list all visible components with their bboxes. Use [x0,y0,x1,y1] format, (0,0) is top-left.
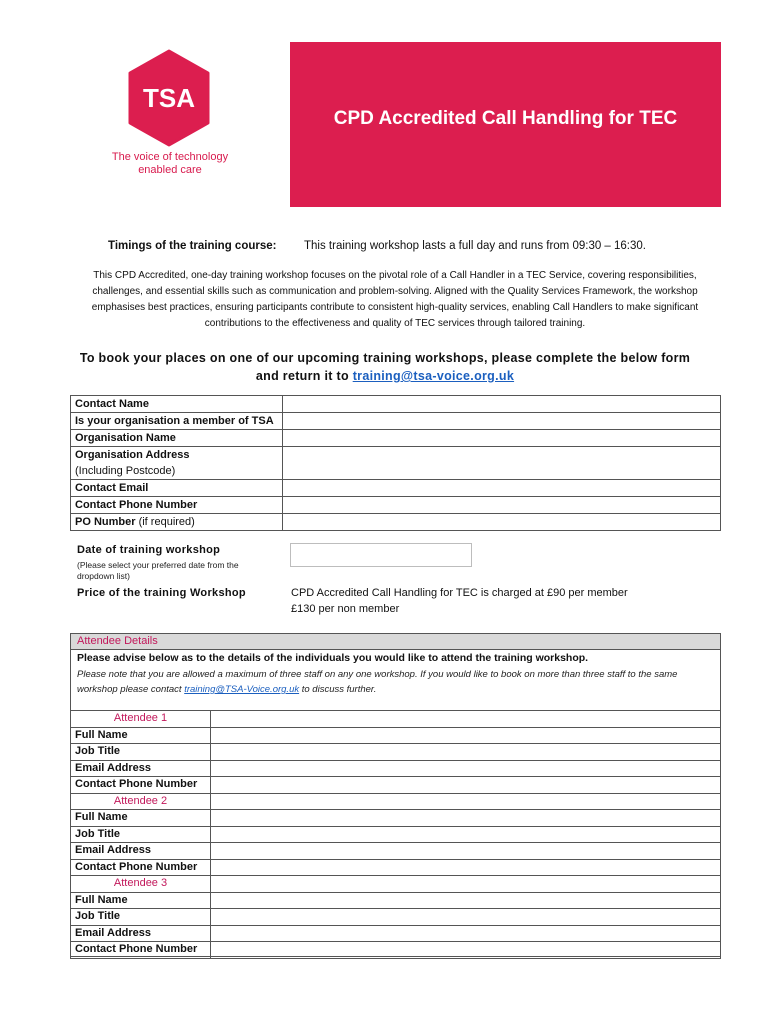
logo-text: TSA [143,83,195,113]
attendee-field-row [71,744,721,761]
attendee-field-label: Full Name [71,892,211,909]
attendee-group-row [71,876,721,893]
attendee-field-input[interactable] [211,942,721,959]
attendee-field-label: Job Title [71,826,211,843]
attendee-field-input[interactable] [211,826,721,843]
tsa-logo [128,49,210,147]
contact-row [71,480,721,497]
contact-field-input[interactable] [283,480,721,497]
attendee-field-row [71,760,721,777]
course-description: This CPD Accredited, one-day training workshop focuses on the pivotal role of a Call Handler in a TEC Service, covering responsibilities, challenges, and essential skills such as communication and problem-solving. Aligned with the Quality Services Framework, the workshop emphasises best practices, ensuring participants contribute to consistent high-quality services, enabling Call Handlers to make significant contributions to the effectiveness and quality of TEC services through tailored training. [91,270,699,329]
attendee-details-heading: Attendee Details [77,635,158,647]
attendee-field-row [71,892,721,909]
attendee-title: Attendee 1 [71,711,211,728]
contact-field-label [71,497,283,514]
contact-details-table [70,395,721,531]
attendee-field-row [71,843,721,860]
contact-row [71,447,721,480]
attendee-field-row [71,727,721,744]
attendee-field-row [71,777,721,794]
contact-label-text: Contact Phone Number [75,499,198,511]
attendee-field-input[interactable] [211,727,721,744]
date-workshop-label: Date of training workshop [77,544,221,556]
contact-row [71,413,721,430]
contact-field-input[interactable] [283,413,721,430]
contact-field-input[interactable] [283,497,721,514]
attendee-field-label: Contact Phone Number [71,942,211,959]
contact-label-text: Contact Email [75,482,149,494]
attendee-title-cell [211,711,721,728]
attendee-field-label: Full Name [71,727,211,744]
attendee-title: Attendee 2 [71,793,211,810]
timings-label: Timings of the training course: [108,240,277,252]
attendee-field-row [71,826,721,843]
attendee-note-email-link[interactable]: training@TSA-Voice.org.uk [184,684,300,695]
attendee-field-label: Email Address [71,843,211,860]
attendee-note [77,667,717,697]
price-member: CPD Accredited Call Handling for TEC is charged at £90 per member [291,587,628,599]
attendee-field-label: Job Title [71,744,211,761]
attendee-details-header [71,634,720,650]
attendee-field-input[interactable] [211,760,721,777]
attendee-instruction: Please advise below as to the details of the individuals you would like to attend the training workshop. [77,652,589,664]
attendee-field-label: Contact Phone Number [71,859,211,876]
price-label: Price of the training Workshop [77,587,246,599]
attendee-field-label: Full Name [71,810,211,827]
attendee-field-input[interactable] [211,777,721,794]
attendee-field-input[interactable] [211,744,721,761]
attendee-field-row [71,925,721,942]
logo-tagline: The voice of technology enabled care [111,151,229,176]
attendee-note-text: Please note that you are allowed a maximum of three staff on any one workshop. If you would like to book on more than three staff to the same workshop please contact [77,669,678,695]
booking-email-link[interactable]: training@tsa-voice.org.uk [352,369,515,383]
contact-field-input[interactable] [283,396,721,413]
attendee-field-label: Job Title [71,909,211,926]
attendee-field-input[interactable] [211,909,721,926]
contact-field-label [71,396,283,413]
contact-label-text: Is your organisation a member of TSA [75,415,274,427]
title-banner [290,42,721,207]
attendee-field-row [71,942,721,959]
attendee-field-row [71,909,721,926]
attendee-title: Attendee 3 [71,876,211,893]
attendee-field-input[interactable] [211,859,721,876]
attendee-field-row [71,859,721,876]
contact-row [71,396,721,413]
attendee-field-row [71,810,721,827]
contact-field-label [71,413,283,430]
contact-label-text: Organisation Name [75,432,176,444]
contact-label-text: Contact Name [75,398,149,410]
price-non-member: £130 per non member [291,603,400,615]
contact-field-label [71,480,283,497]
contact-field-label [71,430,283,447]
attendee-field-input[interactable] [211,810,721,827]
attendee-group-row [71,711,721,728]
contact-row [71,497,721,514]
contact-label-note: (if required) [138,516,195,528]
attendee-title-cell [211,793,721,810]
contact-field-input[interactable] [283,514,721,531]
contact-field-label [71,514,283,531]
contact-field-input[interactable] [283,430,721,447]
contact-row [71,430,721,447]
attendee-group-row [71,793,721,810]
date-workshop-dropdown[interactable] [290,543,472,567]
banner-title: CPD Accredited Call Handling for TEC [333,108,678,129]
attendee-field-input[interactable] [211,892,721,909]
timings-value: This training workshop lasts a full day and runs from 09:30 – 16:30. [304,240,646,252]
attendee-title-cell [211,876,721,893]
contact-row [71,514,721,531]
attendee-field-label: Email Address [71,760,211,777]
booking-text: To book your places on one of our upcoming training workshops, please complete the below form and return it to [79,351,691,383]
attendee-table [70,710,721,959]
contact-label-note: (Including Postcode) [75,465,176,477]
attendee-field-input[interactable] [211,843,721,860]
booking-instructions [70,349,700,385]
contact-label-text: Organisation Address [75,449,190,461]
attendee-field-input[interactable] [211,925,721,942]
attendee-field-label: Contact Phone Number [71,777,211,794]
contact-label-text: PO Number [75,516,136,528]
attendee-field-label: Email Address [71,925,211,942]
contact-field-input[interactable] [283,447,721,480]
contact-field-label [71,447,283,480]
date-workshop-hint: (Please select your preferred date from the dropdown list) [77,560,239,581]
attendee-note-end: to discuss further. [301,684,377,695]
